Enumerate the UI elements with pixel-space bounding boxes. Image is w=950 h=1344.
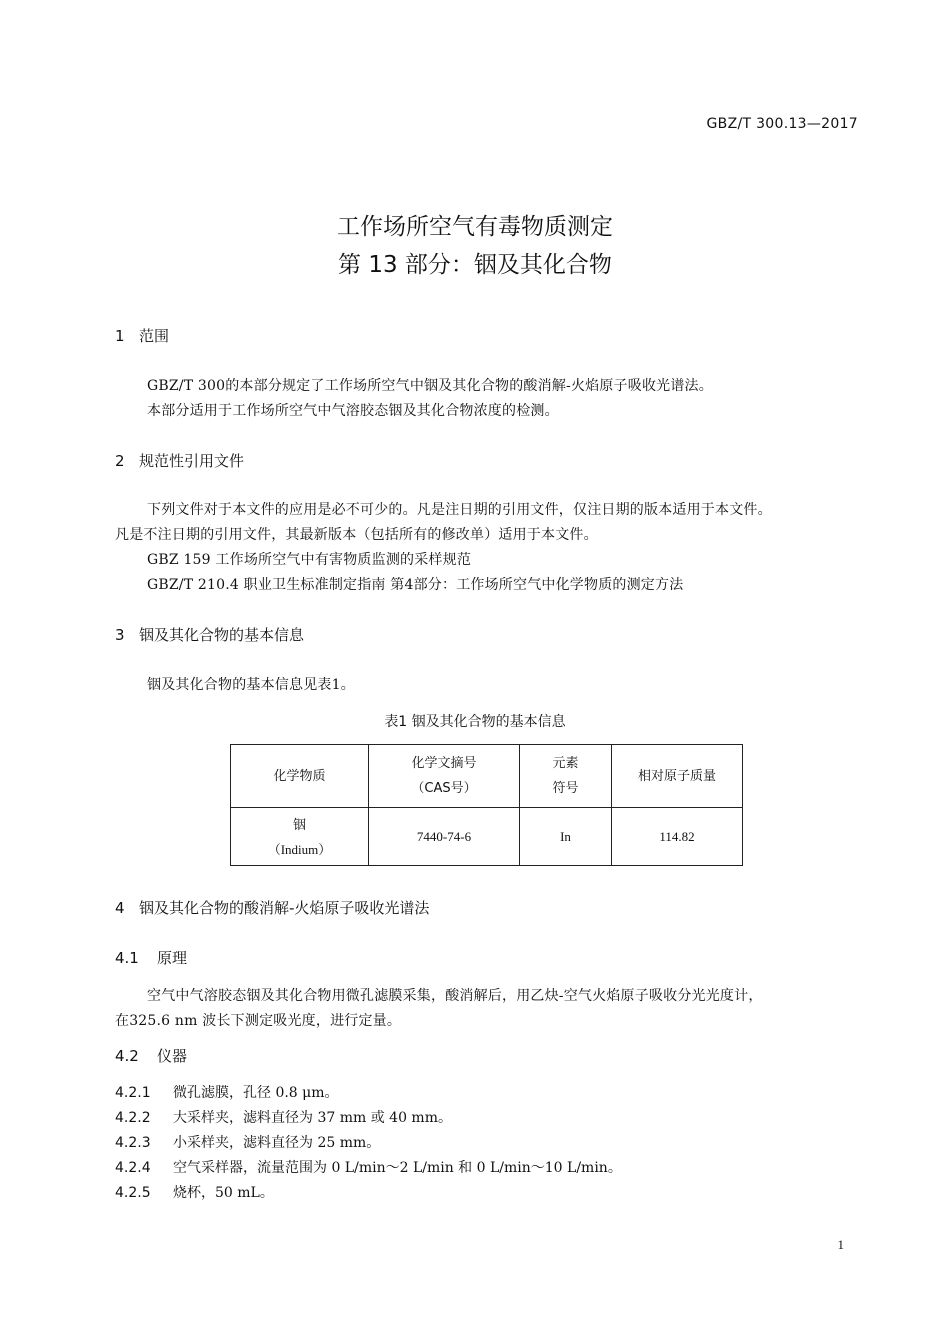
references-paragraph-line-2: 凡是不注日期的引用文件，其最新版本（包括所有的修改单）适用于本文件。: [115, 527, 598, 543]
cell-mass: 114.82: [612, 808, 743, 866]
reference-item-1: GBZ 159 工作场所空气中有害物质监测的采样规范: [147, 552, 472, 568]
header-symbol: [520, 745, 612, 808]
cell-cas: 7440-74-6: [369, 808, 520, 866]
table-header-row: [231, 745, 743, 808]
header-symbol-line-1: 元素: [552, 756, 579, 771]
cell-substance-line-2: （Indium）: [267, 841, 332, 857]
cell-substance: [231, 808, 369, 866]
cell-substance-line-1: 铟: [292, 816, 306, 832]
principle-paragraph-line-1: 空气中气溶胶态铟及其化合物用微孔滤膜采集，酸消解后，用乙炔-空气火焰原子吸收分光光度计，: [147, 988, 763, 1004]
subsection-title: 仪器: [157, 1047, 188, 1065]
page-number: 1: [837, 1237, 844, 1252]
section-title: 规范性引用文件: [139, 452, 245, 470]
item-text: 空气采样器，流量范围为 0 L/min～2 L/min 和 0 L/min～10 L/min。: [173, 1160, 622, 1176]
table-caption: 表1 铟及其化合物的基本信息: [384, 714, 566, 730]
section-number: 1: [115, 327, 125, 345]
section-4-1-heading: [115, 947, 187, 968]
list-item: [115, 1132, 380, 1152]
list-item: [115, 1182, 274, 1202]
subsection-number: 4.1: [115, 949, 139, 967]
table-row: [231, 808, 743, 866]
principle-paragraph-line-2: 在325.6 nm 波长下测定吸光度，进行定量。: [115, 1013, 402, 1029]
section-title: 范围: [139, 327, 170, 345]
scope-paragraph-1: GBZ/T 300的本部分规定了工作场所空气中铟及其化合物的酸消解-火焰原子吸收光谱法。: [147, 378, 713, 394]
basic-info-table: [230, 744, 743, 866]
item-number: 4.2.4: [115, 1160, 151, 1176]
scope-paragraph-2: 本部分适用于工作场所空气中气溶胶态铟及其化合物浓度的检测。: [147, 403, 559, 419]
item-text: 小采样夹，滤料直径为 25 mm。: [173, 1135, 381, 1151]
header-cas-line-1: 化学文摘号: [411, 756, 477, 771]
subsection-title: 原理: [157, 949, 188, 967]
section-4-heading: [115, 897, 429, 918]
header-symbol-line-2: 符号: [552, 781, 579, 796]
list-item: [115, 1107, 452, 1127]
header-cas: [369, 745, 520, 808]
section-2-heading: [115, 450, 244, 471]
subsection-number: 4.2: [115, 1047, 139, 1065]
item-number: 4.2.3: [115, 1135, 151, 1151]
section-1-heading: [115, 325, 169, 346]
section-4-2-heading: [115, 1045, 187, 1066]
item-number: 4.2.2: [115, 1110, 151, 1126]
section-title: 铟及其化合物的基本信息: [139, 626, 305, 644]
list-item: [115, 1082, 339, 1102]
item-text: 烧杯，50 mL。: [173, 1185, 274, 1201]
reference-item-2: GBZ/T 210.4 职业卫生标准制定指南 第4部分：工作场所空气中化学物质的测定方法: [147, 577, 684, 593]
header-cas-line-2: （CAS号）: [411, 781, 477, 796]
item-number: 4.2.5: [115, 1185, 151, 1201]
cell-symbol: In: [520, 808, 612, 866]
item-text: 大采样夹，滤料直径为 37 mm 或 40 mm。: [173, 1110, 452, 1126]
references-paragraph-line-1: 下列文件对于本文件的应用是必不可少的。凡是注日期的引用文件，仅注日期的版本适用于本文件。: [147, 502, 772, 518]
document-title: 工作场所空气有毒物质测定: [337, 214, 613, 240]
list-item: [115, 1157, 622, 1177]
basic-info-paragraph: 铟及其化合物的基本信息见表1。: [147, 677, 355, 693]
section-title: 铟及其化合物的酸消解-火焰原子吸收光谱法: [139, 899, 430, 917]
item-number: 4.2.1: [115, 1085, 151, 1101]
header-substance: 化学物质: [231, 745, 369, 808]
item-text: 微孔滤膜，孔径 0.8 μm。: [173, 1085, 339, 1101]
section-3-heading: [115, 624, 304, 645]
header-mass: 相对原子质量: [612, 745, 743, 808]
section-number: 2: [115, 452, 125, 470]
section-number: 3: [115, 626, 125, 644]
document-subtitle: 第 13 部分：铟及其化合物: [338, 252, 612, 278]
section-number: 4: [115, 899, 125, 917]
standard-code: GBZ/T 300.13—2017: [706, 116, 858, 132]
